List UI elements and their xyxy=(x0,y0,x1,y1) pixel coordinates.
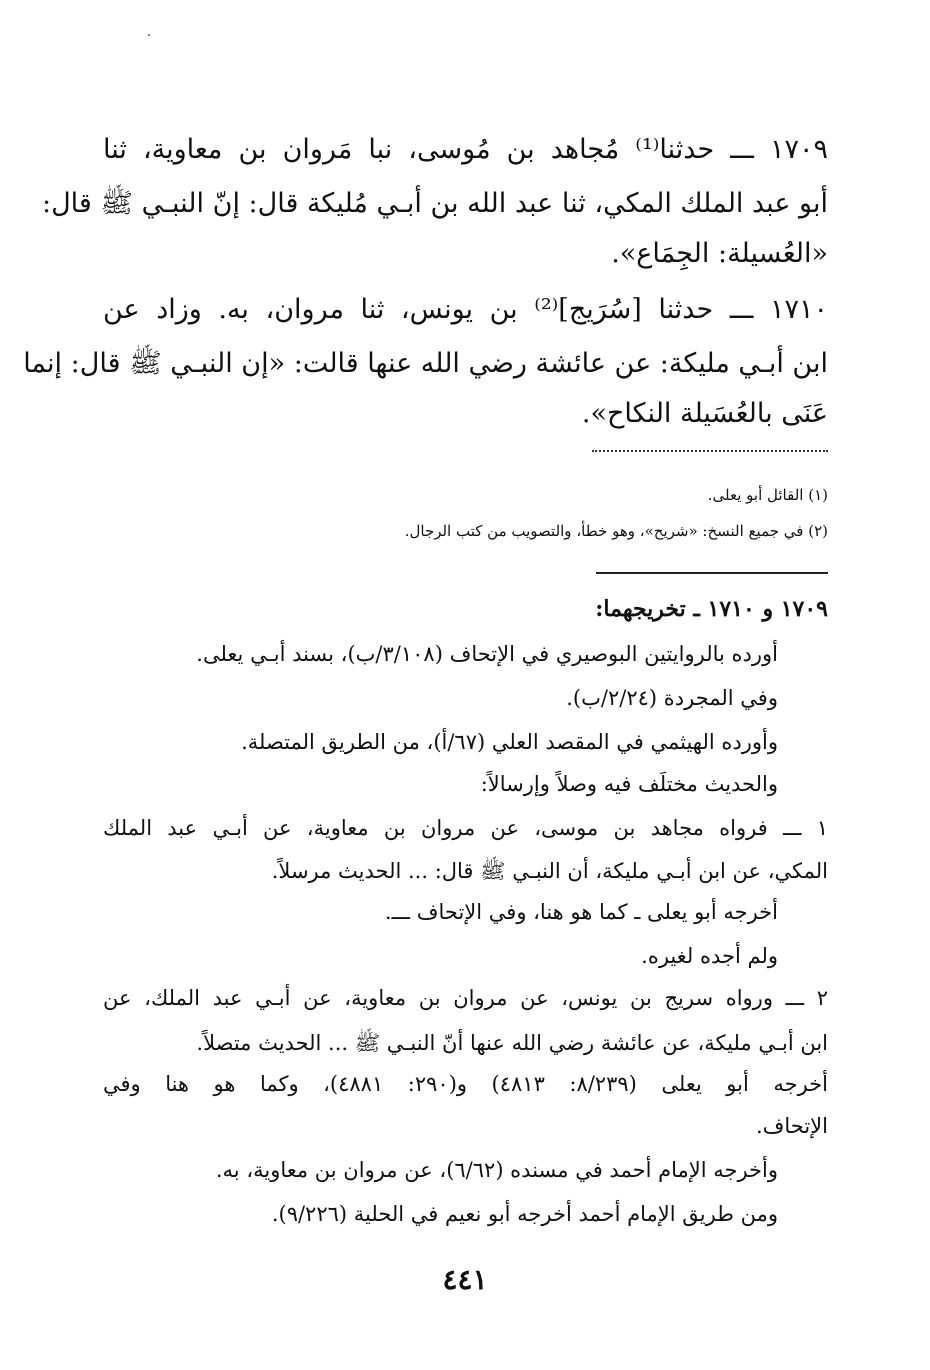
takhrij-line-5: ١ ـــ فرواه مجاهد بن موسى، عن مروان بن معاوية، عن أبـي عبد الملك xyxy=(103,816,828,840)
footnote-dotted-separator xyxy=(592,450,828,452)
takhrij-line-7: أخرجه أبو يعلى ـ كما هو هنا، وفي الإتحاف ـــ. xyxy=(384,900,778,924)
takhrij-line-14: ومن طريق الإمام أحمد أخرجه أبو نعيم في الحلية (٩/٢٢٦). xyxy=(271,1202,778,1226)
takhrij-heading: ١٧٠٩ و ١٧١٠ ـ تخريجهما: xyxy=(595,596,828,622)
hadith-1710-line-2: ابن أبـي مليكة: عن عائشة رضي الله عنها قالت: «إن النبـي ﷺ قال: إنما xyxy=(23,348,828,379)
takhrij-line-1: أورده بالروايتين البوصيري في الإتحاف (٣/١٠٨/ب)، بسند أبـي يعلى. xyxy=(196,642,778,666)
takhrij-line-11: أخرجه أبو يعلى (٨/٢٣٩: ٤٨١٣) و(٢٩٠: ٤٨٨١)، وكما هو هنا وفي xyxy=(103,1072,828,1096)
takhrij-line-12: الإتحاف. xyxy=(755,1114,828,1138)
hadith-1709-line-3: «العُسيلة: الجِمَاع». xyxy=(611,238,828,269)
takhrij-line-6: المكي، عن ابن أبـي مليكة، أن النبـي ﷺ قال: ... الحديث مرسلاً. xyxy=(271,859,828,883)
footnote-2: (٢) في جميع النسخ: «شريح»، وهو خطأ، والتصويب من كتب الرجال. xyxy=(404,522,828,540)
takhrij-line-2: وفي المجردة (٢/٢٤/ب). xyxy=(566,686,778,710)
hadith-1709-line-2: أبو عبد الملك المكي، ثنا عبد الله بن أبـي مُليكة قال: إنّ النبـي ﷺ قال: xyxy=(41,188,828,219)
section-rule xyxy=(596,572,828,574)
scan-speck xyxy=(148,34,150,36)
takhrij-line-10: ابن أبـي مليكة، عن عائشة رضي الله عنها أنّ النبـي ﷺ ... الحديث متصلاً. xyxy=(196,1031,828,1055)
footnote-1: (١) القائل أبو يعلى. xyxy=(707,486,828,504)
takhrij-line-13: وأخرجه الإمام أحمد في مسنده (٦/٦٢)، عن مروان بن معاوية، به. xyxy=(215,1158,778,1182)
takhrij-line-8: ولم أجده لغيره. xyxy=(641,944,778,968)
takhrij-line-3: وأورده الهيثمي في المقصد العلي (٦٧/أ)، من الطريق المتصلة. xyxy=(241,730,778,754)
hadith-1710-line-1: ١٧١٠ ـــ حدثنا [سُرَيج]⁽²⁾ بن يونس، ثنا مروان، به. وزاد عن xyxy=(103,294,828,325)
hadith-1709-line-1: ١٧٠٩ ـــ حدثنا⁽¹⁾ مُجاهد بن مُوسى، نبا مَروان بن معاوية، ثنا xyxy=(103,134,829,165)
takhrij-line-4: والحديث مختلَف فيه وصلاً وإرسالاً: xyxy=(480,772,778,796)
hadith-1710-line-3: عَنَى بالعُسَيلة النكاح». xyxy=(581,398,828,429)
page-number: ٤٤١ xyxy=(442,1263,488,1296)
takhrij-line-9: ٢ ـــ ورواه سريج بن يونس، عن مروان بن معاوية، عن أبـي عبد الملك، عن xyxy=(103,986,828,1010)
